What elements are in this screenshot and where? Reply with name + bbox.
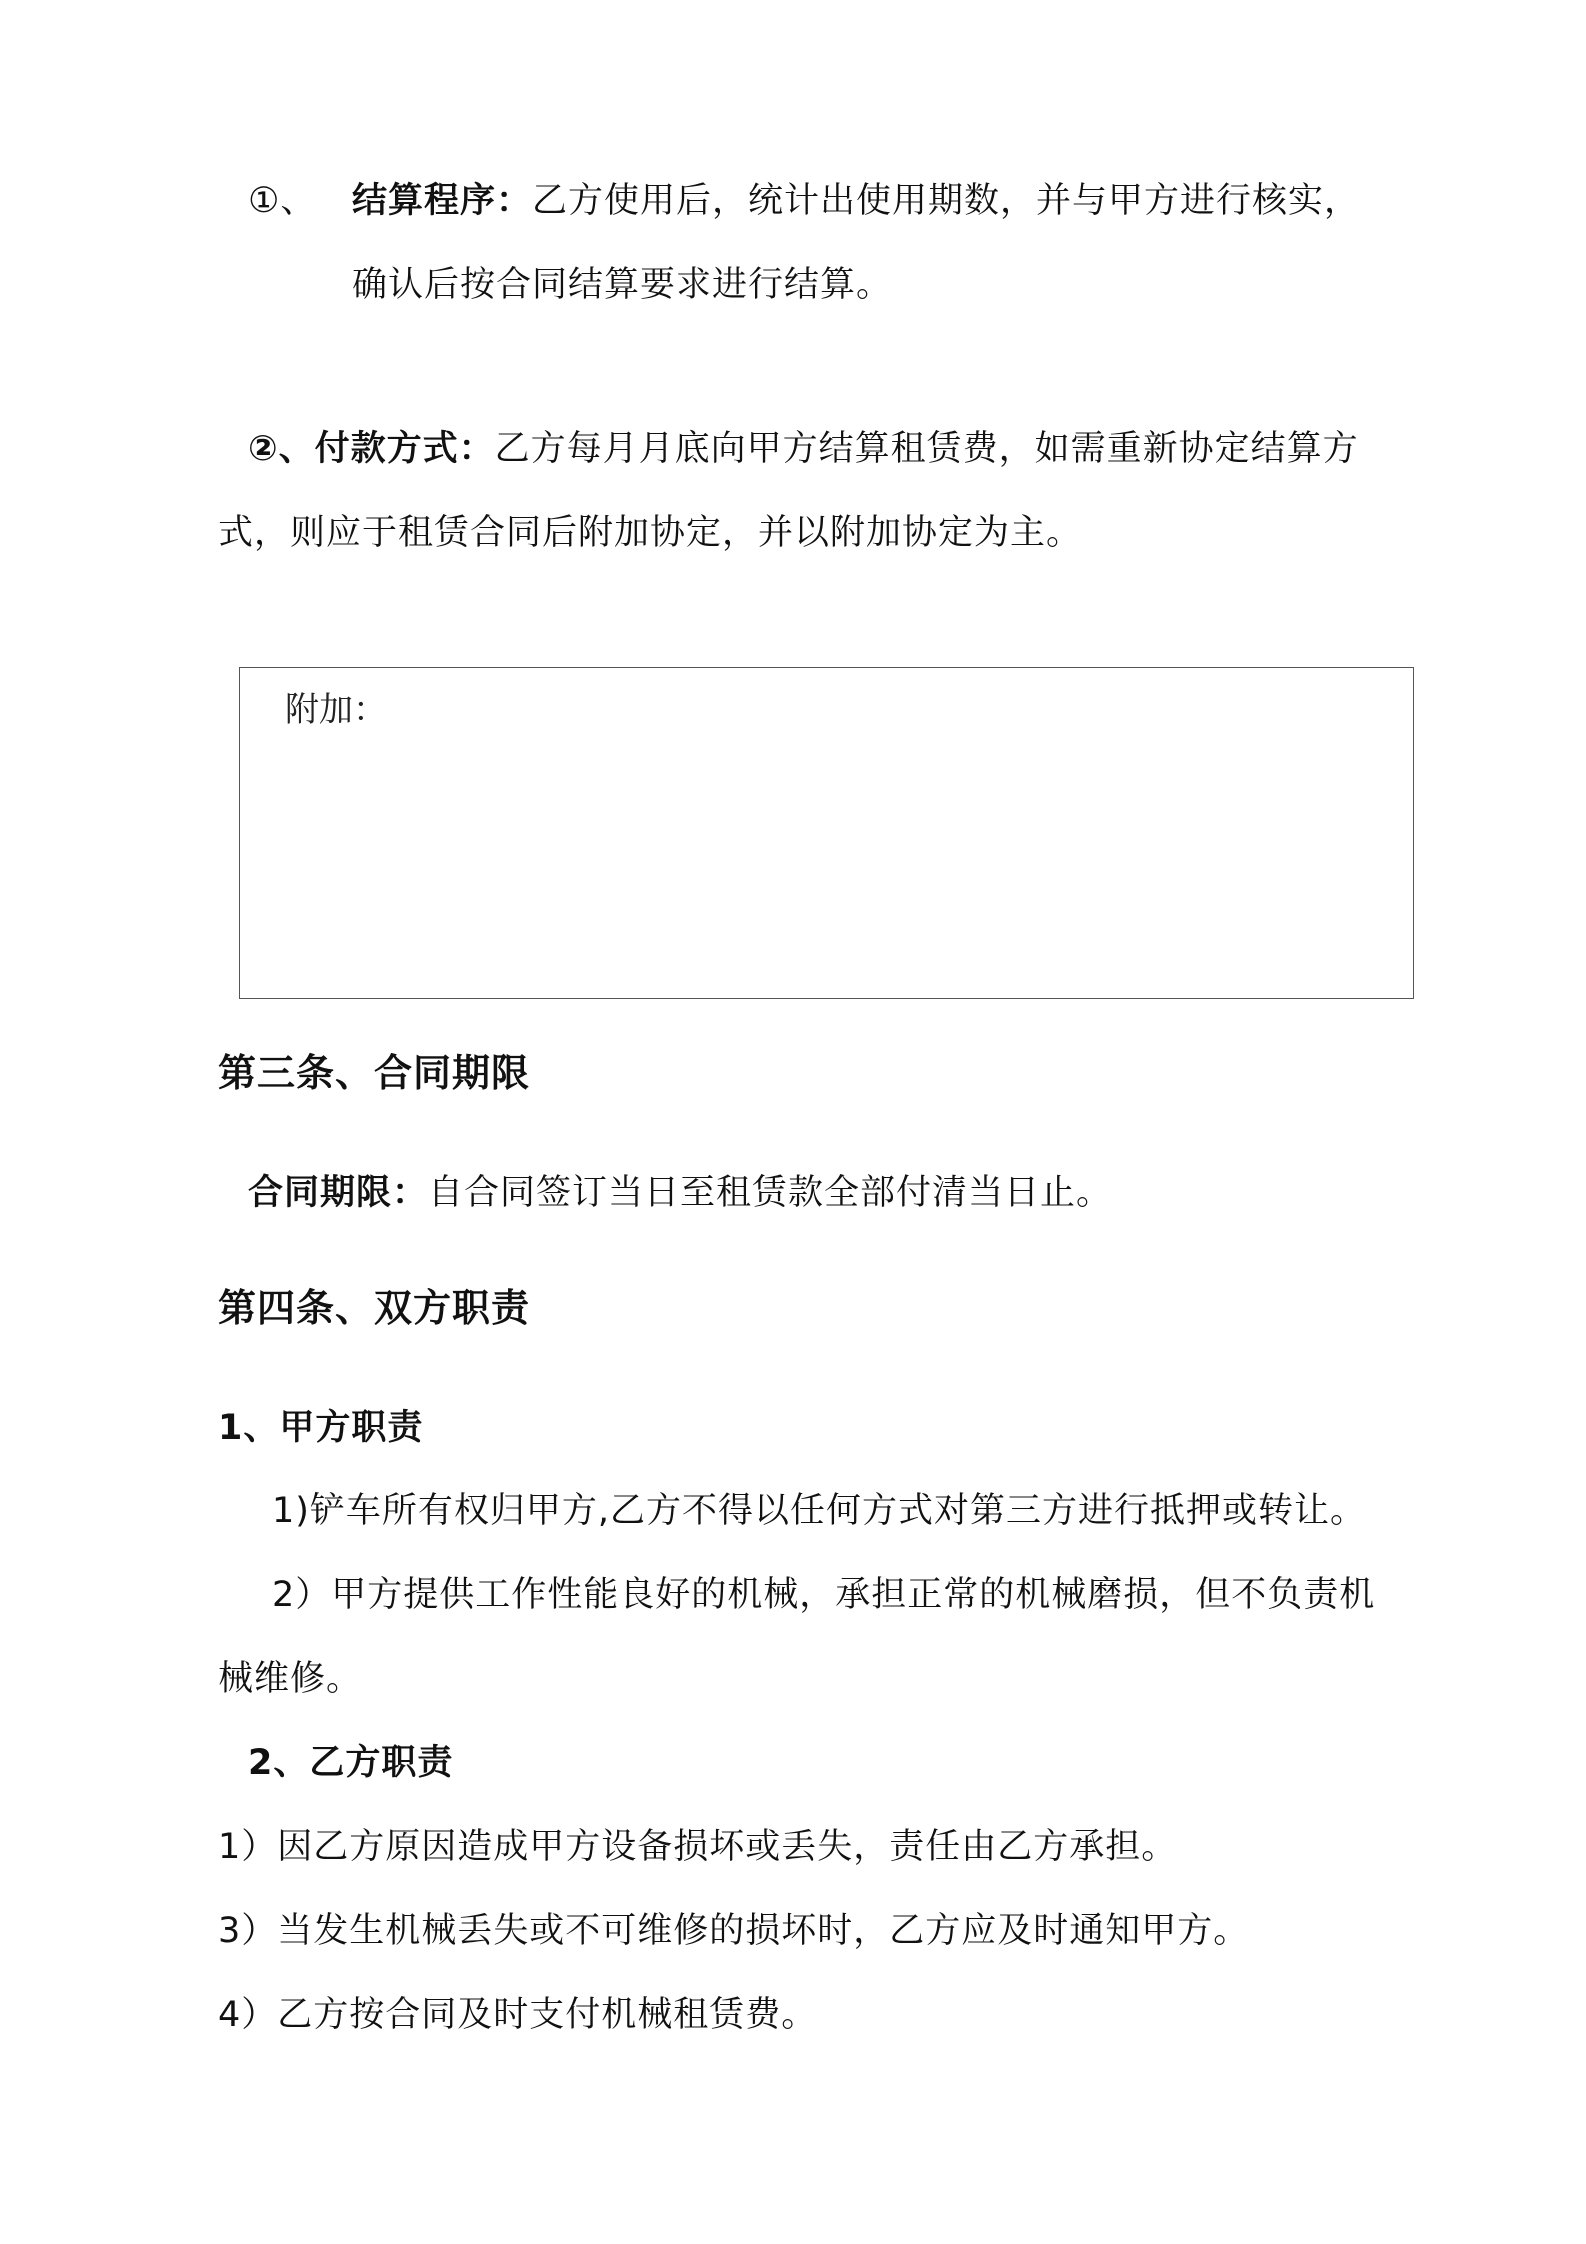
party-b-heading: 2、乙方职责 (248, 1743, 454, 1783)
settlement-text-2: 确认后按合同结算要求进行结算。 (352, 265, 893, 305)
addendum-label: 附加： (285, 690, 387, 730)
payment-text-1: 乙方每月月底向甲方结算租赁费，如需重新协定结算方 (494, 429, 1359, 469)
payment-text-2: 式，则应于租赁合同后附加协定，并以附加协定为主。 (218, 513, 1083, 553)
payment-line-1 (248, 426, 1359, 472)
payment-label: ②、付款方式： (248, 429, 495, 469)
party-a-item-1: 1)铲车所有权归甲方,乙方不得以任何方式对第三方进行抵押或转让。 (272, 1491, 1367, 1531)
settlement-label: 结算程序： (352, 181, 533, 221)
party-b-item: 4）乙方按合同及时支付机械租赁费。 (218, 1995, 818, 2035)
settlement-line-2 (352, 262, 892, 308)
addendum-box (239, 667, 1414, 999)
settlement-line-1-body (352, 178, 1360, 224)
party-b-item: 3）当发生机械丢失或不可维修的损坏时，乙方应及时通知甲方。 (218, 1911, 1250, 1951)
contract-term-line (248, 1170, 1112, 1216)
party-a-item-2-line-1: 2）甲方提供工作性能良好的机械，承担正常的机械磨损，但不负责机 (272, 1575, 1376, 1615)
settlement-text-1: 乙方使用后，统计出使用期数，并与甲方进行核实， (532, 181, 1361, 221)
party-a-item-2-line-2: 械维修。 (218, 1659, 363, 1699)
party-b-item: 1）因乙方原因造成甲方设备损坏或丢失，责任由乙方承担。 (218, 1827, 1178, 1867)
contract-term-text: 自合同签订当日至租赁款全部付清当日止。 (428, 1173, 1113, 1213)
party-a-heading: 1、甲方职责 (218, 1408, 424, 1448)
settlement-line-1 (248, 178, 316, 224)
payment-line-2 (218, 510, 1082, 556)
article4-heading: 第四条、双方职责 (218, 1286, 531, 1330)
article3-heading: 第三条、合同期限 (218, 1051, 531, 1095)
contract-term-label: 合同期限： (248, 1173, 429, 1213)
settlement-marker: ①、 (248, 181, 317, 221)
